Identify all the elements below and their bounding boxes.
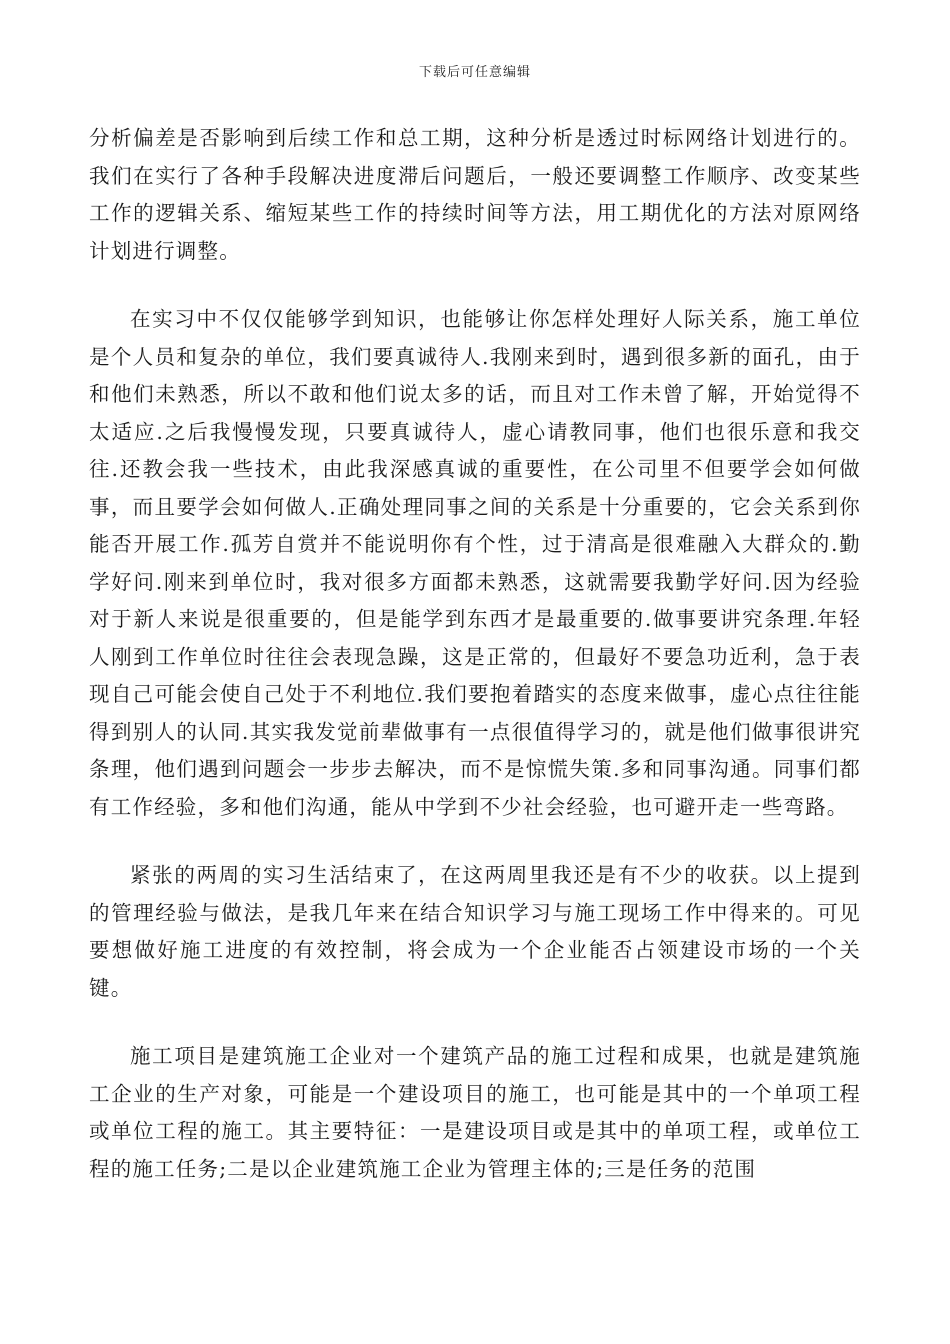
paragraph-4: 施工项目是建筑施工企业对一个建筑产品的施工过程和成果，也就是建筑施工企业的生产对象，可能是一个建设项目的施工，也可能是其中的一个单项工程或单位工程的施工。其主要特征：一是建设项目或是其中的单项工程，或单位工程的施工任务;二是以企业建筑施工企业为管理主体的;三是任务的范围 <box>89 1044 861 1181</box>
page-header: 下载后可任意编辑 <box>418 65 531 80</box>
paragraph-2: 在实习中不仅仅能够学到知识，也能够让你怎样处理好人际关系，施工单位是个人员和复杂的单位，我们要真诚待人.我刚来到时，遇到很多新的面孔，由于和他们未熟悉，所以不敢和他们说太多的话，而且对工作未曾了解，开始觉得不太适应.之后我慢慢发现，只要真诚待人，虚心请教同事，他们也很乐意和我交往.还教会我一些技术，由此我深感真诚的重要性，在公司里不但要学会如何做事，而且要学会如何做人.正确处理同事之间的关系是十分重要的，它会关系到你能否开展工作.孤芳自赏并不能说明你有个性，过于清高是很难融入大群众的.勤学好问.刚来到单位时，我对很多方面都未熟悉，这就需要我勤学好问.因为经验对于新人来说是很重要的，但是能学到东西才是最重要的.做事要讲究条理.年轻人刚到工作单位时往往会表现急躁，这是正常的，但最好不要急功近利，急于表现自己可能会使自己处于不利地位.我们要抱着踏实的态度来做事，虚心点往往能得到别人的认同.其实我发觉前辈做事有一点很值得学习的，就是他们做事很讲究条理，他们遇到问题会一步步去解决，而不是惊慌失策.多和同事沟通。同事们都有工作经验，多和他们沟通，能从中学到不少社会经验，也可避开走一些弯路。 <box>89 307 861 819</box>
paragraph-3: 紧张的两周的实习生活结束了，在这两周里我还是有不少的收获。以上提到的管理经验与做法，是我几年来在结合知识学习与施工现场工作中得来的。可见要想做好施工进度的有效控制，将会成为一个企业能否占领建设市场的一个关键。 <box>89 863 861 1000</box>
paragraph-1: 分析偏差是否影响到后续工作和总工期，这种分析是透过时标网络计划进行的。我们在实行了各种手段解决进度滞后问题后，一般还要调整工作顺序、改变某些工作的逻辑关系、缩短某些工作的持续时间等方法，用工期优化的方法对原网络计划进行调整。 <box>89 126 861 263</box>
document-body <box>89 120 861 1219</box>
